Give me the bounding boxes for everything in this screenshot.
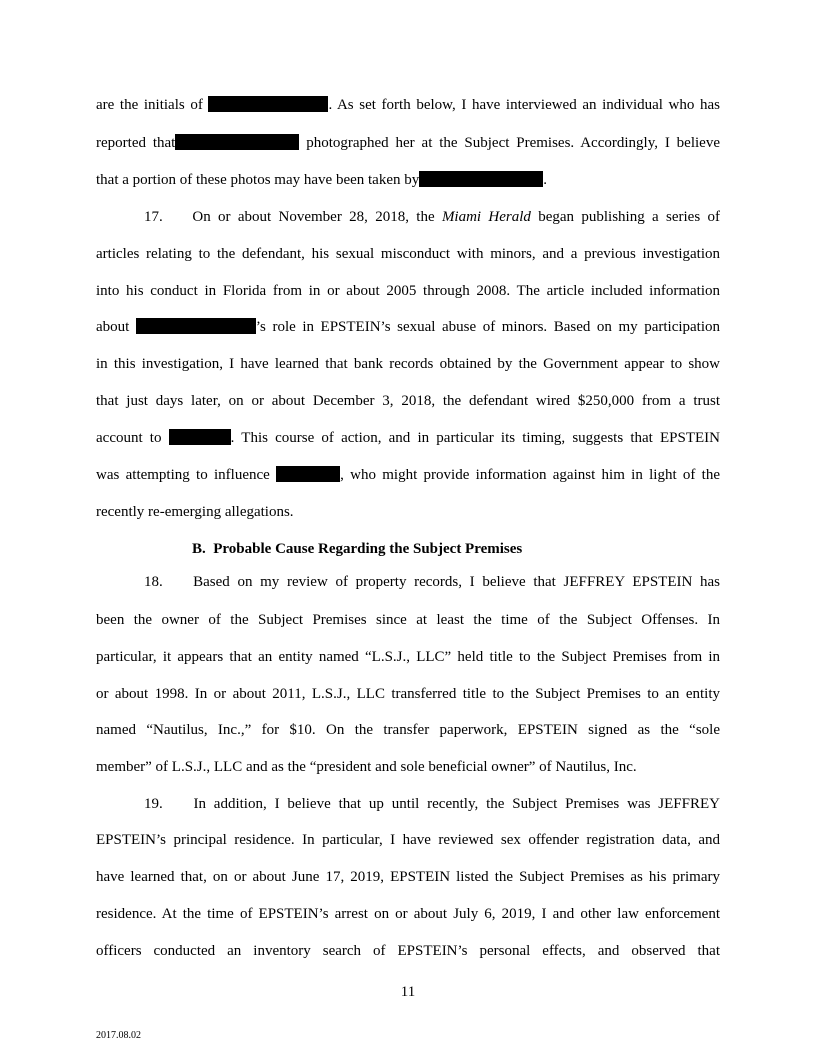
footer-code: 2017.08.02 xyxy=(96,1030,141,1041)
paragraph-17-start xyxy=(144,208,720,226)
text-segment: ’s role in EPSTEIN’s sexual abuse of minors. Based on my participation xyxy=(255,319,721,335)
text-segment: account to xyxy=(96,430,169,446)
text-line: particular, it appears that an entity named “L.S.J., LLC” held title to the Subject Premises from in xyxy=(96,649,720,665)
text-line: or about 1998. In or about 2011, L.S.J., LLC transferred title to the Subject Premises to an entity xyxy=(96,686,720,702)
redaction-block xyxy=(136,318,256,334)
page-number: 11 xyxy=(400,984,416,1000)
redaction-block xyxy=(419,171,543,187)
text-line xyxy=(96,318,720,336)
paragraph-19-start: 19. In addition, I believe that up until recently, the Subject Premises was JEFFREY xyxy=(144,796,720,812)
text-segment: began publishing a series of xyxy=(530,209,720,225)
text-line xyxy=(96,96,720,114)
paragraph-18-start: 18. Based on my review of property records, I believe that JEFFREY EPSTEIN has xyxy=(144,574,720,590)
text-line: into his conduct in Florida from in or about 2005 through 2008. The article included information xyxy=(96,283,720,299)
redaction-block xyxy=(169,429,231,445)
text-line xyxy=(96,429,720,447)
text-line: been the owner of the Subject Premises since at least the time of the Subject Offenses. In xyxy=(96,612,720,628)
text-line xyxy=(96,171,720,189)
redaction-block xyxy=(175,134,299,150)
text-line: have learned that, on or about June 17, 2019, EPSTEIN listed the Subject Premises as his primary xyxy=(96,869,720,885)
text-line: EPSTEIN’s principal residence. In particular, I have reviewed sex offender registration data, and xyxy=(96,832,720,848)
text-line: articles relating to the defendant, his sexual misconduct with minors, and a previous investigation xyxy=(96,246,720,262)
redaction-block xyxy=(208,96,328,112)
text-segment: are the initials of xyxy=(96,97,209,113)
text-line: officers conducted an inventory search of EPSTEIN’s personal effects, and observed that xyxy=(96,943,720,959)
section-heading: B. Probable Cause Regarding the Subject Premises xyxy=(192,541,523,557)
text-segment: photographed her at the Subject Premises. Accordingly, I believe xyxy=(299,135,720,151)
text-line: that just days later, on or about December 3, 2018, the defendant wired $250,000 from a trust xyxy=(96,393,720,409)
text-segment: was attempting to influence xyxy=(96,467,277,483)
text-segment: 17. On or about November 28, 2018, the xyxy=(144,209,442,225)
text-line: recently re-emerging allegations. xyxy=(96,504,294,520)
text-line: named “Nautilus, Inc.,” for $10. On the transfer paperwork, EPSTEIN signed as the “sole xyxy=(96,722,720,738)
text-segment: that a portion of these photos may have been taken by xyxy=(96,172,420,188)
text-segment: . This course of action, and in particular its timing, suggests that EPSTEIN xyxy=(230,430,720,446)
text-segment: . xyxy=(543,172,547,188)
text-line: in this investigation, I have learned that bank records obtained by the Government appear to show xyxy=(96,356,720,372)
text-line xyxy=(96,134,720,152)
text-line: member” of L.S.J., LLC and as the “president and sole beneficial owner” of Nautilus, Inc. xyxy=(96,759,637,775)
text-line xyxy=(96,466,720,484)
text-segment: . As set forth below, I have interviewed an individual who has xyxy=(328,97,720,113)
text-segment: , who might provide information against him in light of the xyxy=(340,467,721,483)
text-segment: about xyxy=(96,319,136,335)
text-segment: reported that xyxy=(96,135,176,151)
publication-title: Miami Herald xyxy=(441,209,531,225)
redaction-block xyxy=(276,466,340,482)
text-line: residence. At the time of EPSTEIN’s arrest on or about July 6, 2019, I and other law enforcement xyxy=(96,906,720,922)
